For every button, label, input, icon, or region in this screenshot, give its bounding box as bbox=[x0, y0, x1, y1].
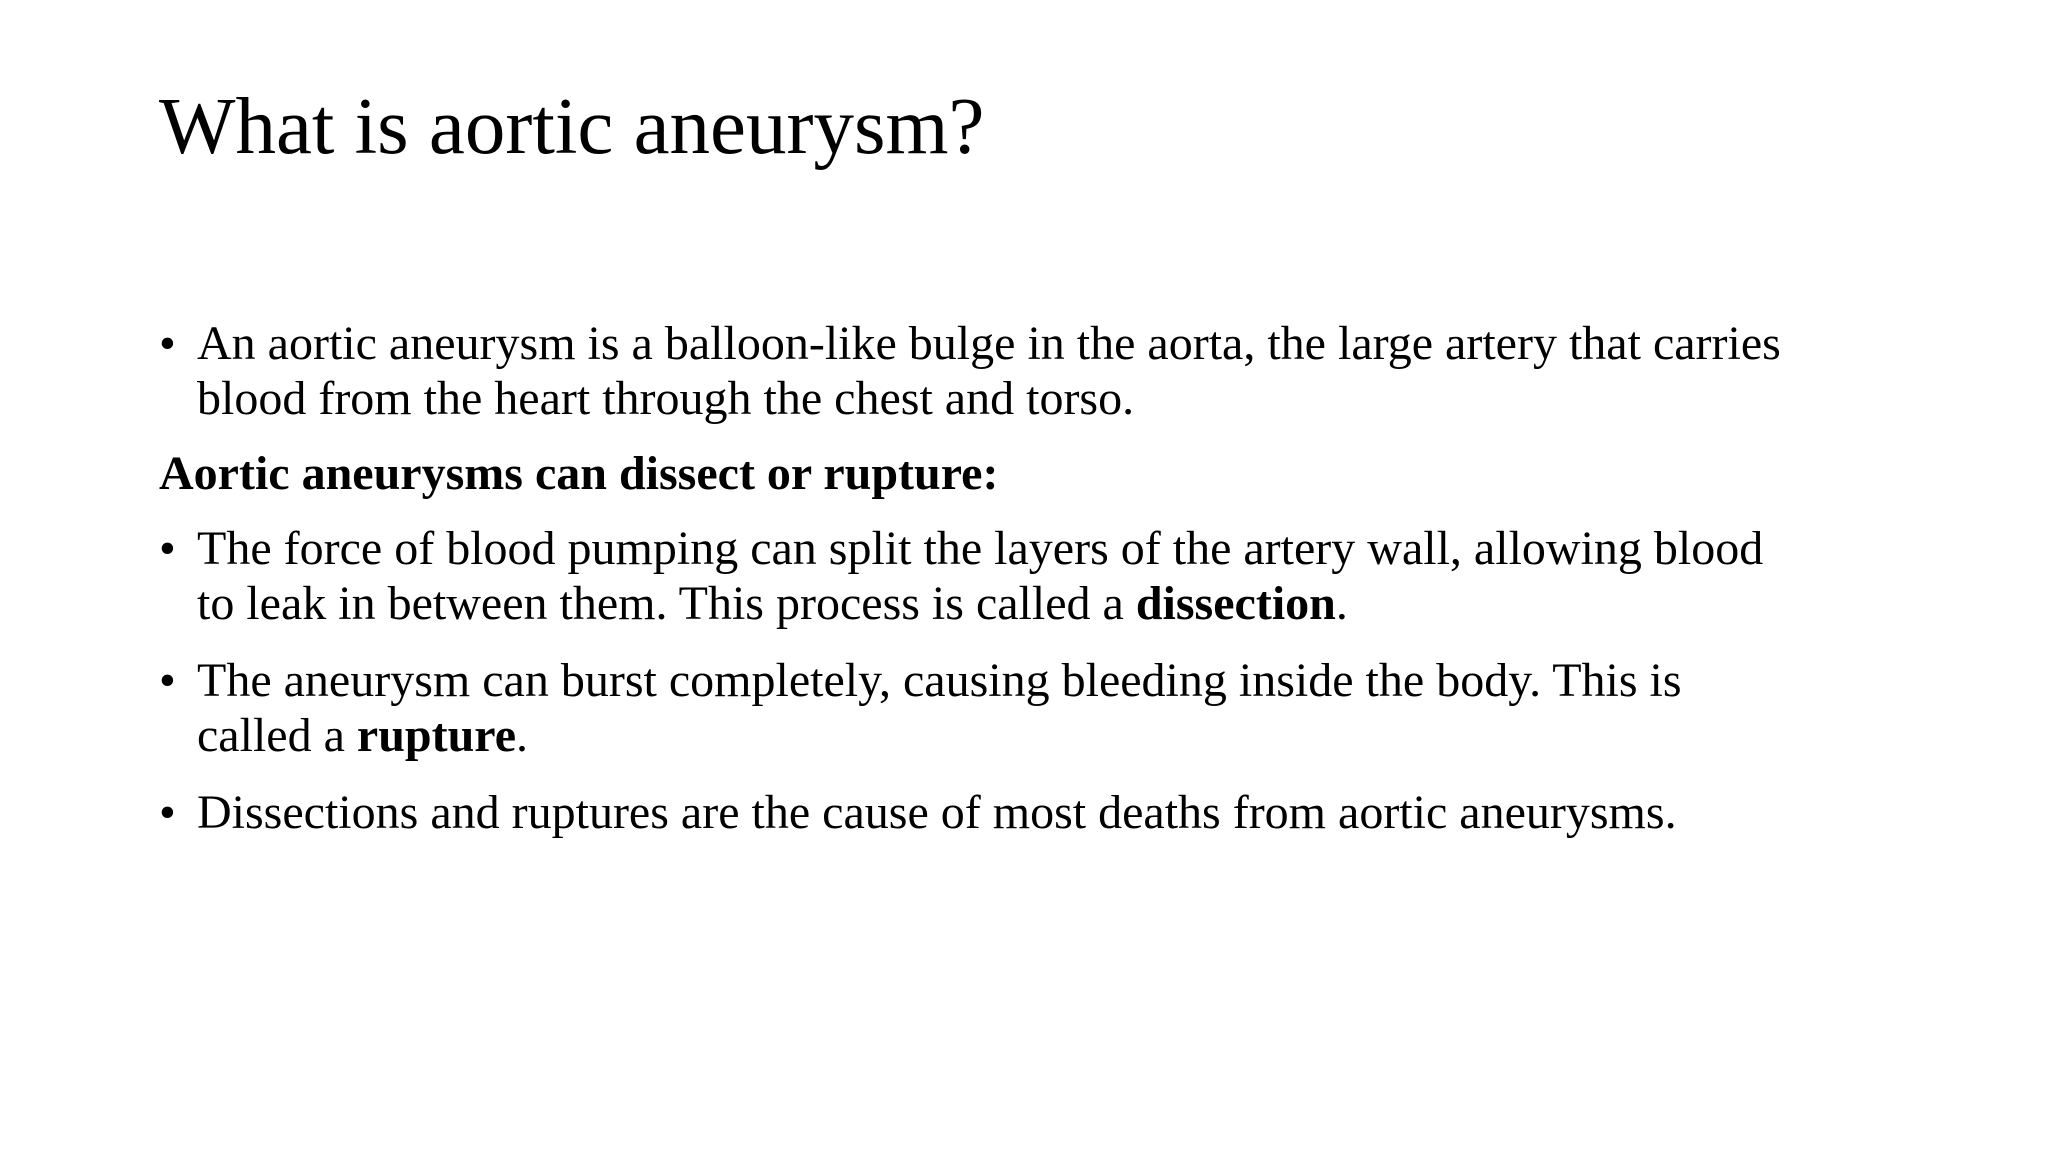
bullet-text-line bbox=[197, 576, 1939, 631]
bullet-deaths bbox=[159, 785, 1939, 840]
text-run: called a bbox=[197, 709, 357, 762]
bullet-dot: • bbox=[159, 786, 176, 839]
bullet-dissection bbox=[159, 521, 1939, 631]
term-dissection: dissection bbox=[1135, 577, 1336, 630]
bullet-dot: • bbox=[159, 317, 176, 370]
section-heading: Aortic aneurysms can dissect or rupture: bbox=[159, 447, 999, 500]
bullet-text-line: An aortic aneurysm is a balloon-like bulge in the aorta, the large artery that carries bbox=[197, 317, 1781, 370]
text-run: to leak in between them. This process is called a bbox=[197, 577, 1136, 630]
text-run: . bbox=[516, 709, 529, 762]
bullet-aneurysm-definition bbox=[159, 316, 1939, 426]
bullet-text-line: The aneurysm can burst completely, causing bleeding inside the body. This is bbox=[197, 654, 1682, 707]
bullet-text-line: blood from the heart through the chest and torso. bbox=[197, 372, 1135, 425]
text-run: . bbox=[1335, 577, 1348, 630]
bullet-rupture bbox=[159, 653, 1939, 763]
term-rupture: rupture bbox=[356, 709, 517, 762]
bullet-text-line: Dissections and ruptures are the cause of most deaths from aortic aneurysms. bbox=[197, 786, 1677, 839]
slide-body bbox=[159, 316, 1939, 840]
bullet-dot: • bbox=[159, 654, 176, 707]
bullet-dot: • bbox=[159, 522, 176, 575]
bullet-text-line: The force of blood pumping can split the layers of the artery wall, allowing blood bbox=[197, 522, 1764, 575]
bullet-text-line bbox=[197, 708, 1939, 763]
slide-title: What is aortic aneurysm? bbox=[159, 81, 985, 171]
